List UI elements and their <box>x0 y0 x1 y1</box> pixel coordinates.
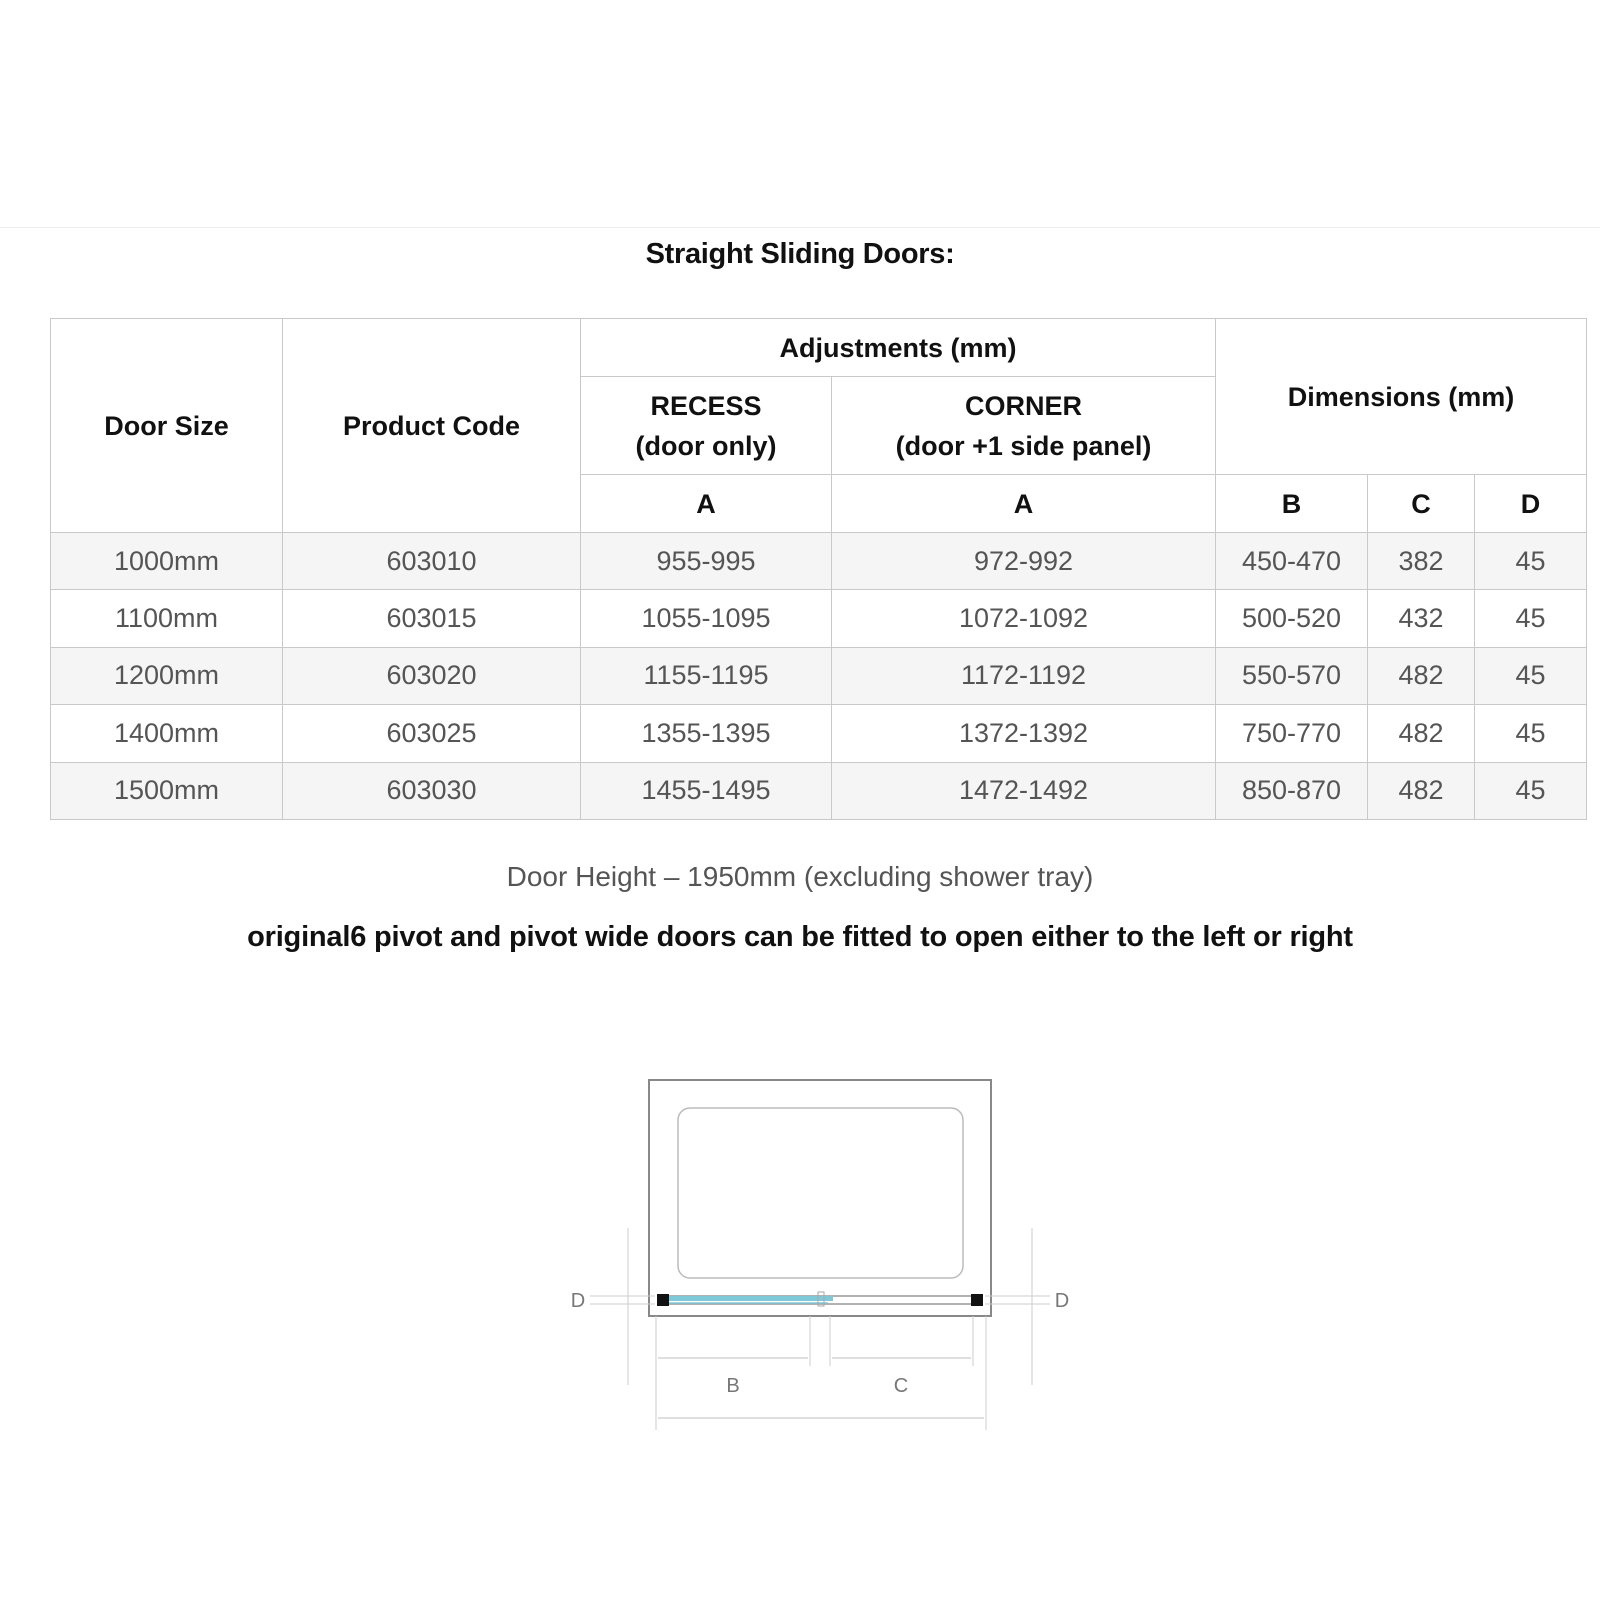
cell-c: 382 <box>1368 533 1475 590</box>
cell-door-size: 1200mm <box>51 647 283 704</box>
wall-post-left <box>657 1294 669 1306</box>
wall-post-right <box>971 1294 983 1306</box>
header-dimensions: Dimensions (mm) <box>1216 319 1587 475</box>
cell-b: 450-470 <box>1216 533 1368 590</box>
pivot-note: original6 pivot and pivot wide doors can be fitted to open either to the left or right <box>247 921 1353 953</box>
shower-tray <box>678 1108 963 1278</box>
cell-recess-a: 955-995 <box>581 533 832 590</box>
table-row <box>51 762 1587 819</box>
door-height-note: Door Height – 1950mm (excluding shower tray) <box>506 861 1094 892</box>
cell-recess-a: 1155-1195 <box>581 647 832 704</box>
cell-b: 850-870 <box>1216 762 1368 819</box>
table-row <box>51 647 1587 704</box>
header-adjustments: Adjustments (mm) <box>581 319 1216 377</box>
cell-c: 482 <box>1368 762 1475 819</box>
cell-recess-a: 1455-1495 <box>581 762 832 819</box>
cell-door-size: 1100mm <box>51 590 283 647</box>
cell-product-code: 603025 <box>283 705 581 762</box>
table-row <box>51 705 1587 762</box>
cell-recess-a: 1355-1395 <box>581 705 832 762</box>
cell-product-code: 603030 <box>283 762 581 819</box>
header-a-recess: A <box>581 475 832 533</box>
header-recess-subtitle: (door only) <box>635 430 777 461</box>
cell-door-size: 1400mm <box>51 705 283 762</box>
cell-door-size: 1000mm <box>51 533 283 590</box>
cell-corner-a: 1172-1192 <box>832 647 1216 704</box>
cell-recess-a: 1055-1095 <box>581 590 832 647</box>
cell-c: 482 <box>1368 647 1475 704</box>
cell-product-code: 603020 <box>283 647 581 704</box>
cell-d: 45 <box>1475 533 1587 590</box>
header-recess-title: RECESS <box>650 390 762 421</box>
header-corner-subtitle: (door +1 side panel) <box>895 430 1152 461</box>
cell-b: 500-520 <box>1216 590 1368 647</box>
cell-door-size: 1500mm <box>51 762 283 819</box>
label-d-right: D <box>1054 1290 1070 1312</box>
cell-corner-a: 1072-1092 <box>832 590 1216 647</box>
header-b: B <box>1216 475 1368 533</box>
specification-table <box>50 318 1587 820</box>
cell-product-code: 603010 <box>283 533 581 590</box>
cell-d: 45 <box>1475 647 1587 704</box>
top-divider <box>0 227 1600 228</box>
cell-d: 45 <box>1475 590 1587 647</box>
cell-b: 750-770 <box>1216 705 1368 762</box>
cell-corner-a: 1472-1492 <box>832 762 1216 819</box>
header-corner <box>832 377 1216 475</box>
cell-product-code: 603015 <box>283 590 581 647</box>
label-c: C <box>893 1375 909 1397</box>
header-c: C <box>1368 475 1475 533</box>
cell-corner-a: 972-992 <box>832 533 1216 590</box>
label-d-left: D <box>570 1290 586 1312</box>
sliding-glass-panel <box>668 1296 833 1301</box>
header-d: D <box>1475 475 1587 533</box>
cell-d: 45 <box>1475 705 1587 762</box>
header-door-size: Door Size <box>51 319 283 533</box>
header-recess <box>581 377 832 475</box>
table-row <box>51 533 1587 590</box>
page-title: Straight Sliding Doors: <box>645 238 955 270</box>
cell-c: 482 <box>1368 705 1475 762</box>
door-dimension-diagram <box>560 1070 1080 1440</box>
enclosure-outline <box>649 1080 991 1316</box>
table-row <box>51 590 1587 647</box>
cell-corner-a: 1372-1392 <box>832 705 1216 762</box>
cell-d: 45 <box>1475 762 1587 819</box>
cell-b: 550-570 <box>1216 647 1368 704</box>
header-a-corner: A <box>832 475 1216 533</box>
header-corner-title: CORNER <box>965 390 1083 421</box>
label-b: B <box>726 1375 740 1397</box>
cell-c: 432 <box>1368 590 1475 647</box>
header-product-code: Product Code <box>283 319 581 533</box>
